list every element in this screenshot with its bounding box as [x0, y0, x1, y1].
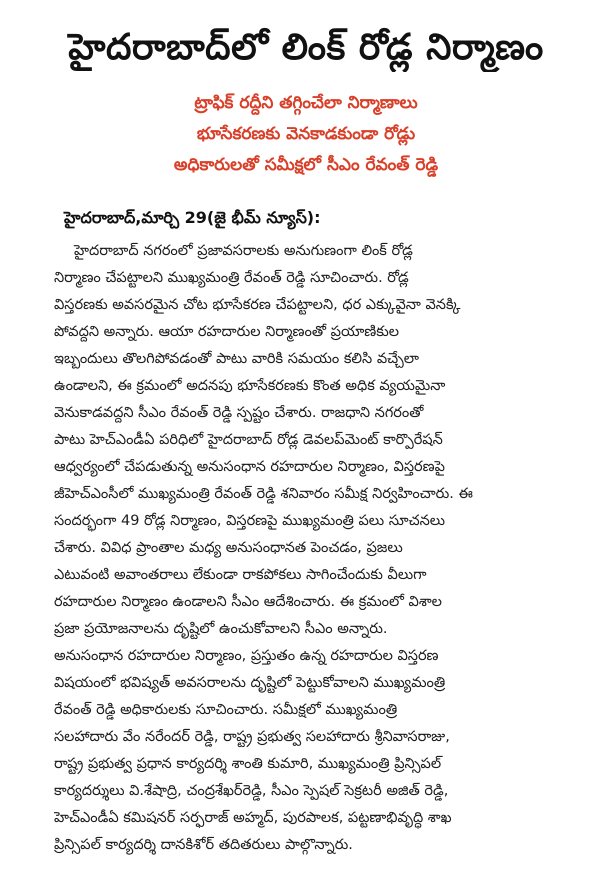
body-line: ఉండాలని, ఈ క్రమంలో అదనపు భూసేకరణకు కొంత అధిక వ్యయమైనా	[54, 378, 446, 394]
body-line: ఇబ్బందులు తొలగిపోవడంతో పాటు వారికి సమయం కలిసి వచ్చేలా	[54, 351, 419, 367]
body-line: విషయంలో భవిష్యత్‌ అవసరాలను దృష్టిలో పెట్టుకోవాలని ముఖ్యమంత్రి	[54, 675, 446, 691]
body-line: కార్యదర్శులు వి.శేషాద్రి, చంద్రశేఖర్‌రెడ్డి, సీఎం స్పెషల్‌ సెక్రటరీ అజిత్‌ రెడ్డి,	[54, 783, 449, 799]
body-line: అనుసంధాన రహదారుల నిర్మాణం, ప్రస్తుతం ఉన్న రహదారుల విస్తరణ	[54, 648, 439, 664]
subheading-1: ట్రాఫిక్‌ రద్దీని తగ్గించేలా నిర్మాణాలు	[194, 93, 418, 113]
body-line: ప్రిన్సిపల్‌ కార్యదర్శి దానకిశోర్‌ తదితరులు పాల్గొన్నారు.	[54, 837, 353, 853]
body-line: వెనుకాడవద్దని సీఎం రేవంత్‌ రెడ్డి స్పష్టం చేశారు. రాజధాని నగరంతో	[54, 405, 424, 421]
article-headline: హైదరాబాద్‌లో లింక్‌ రోడ్ల నిర్మాణం	[68, 27, 544, 68]
body-line: హెచ్‌ఎండీఏ కమిషనర్‌ సర్ఫరాజ్‌ అహ్మద్‌, పురపాలక, పట్టణాభివృద్ధి శాఖ	[54, 810, 452, 826]
article-body	[54, 238, 574, 859]
body-line: రహదారుల నిర్మాణం ఉండాలని సీఎం ఆదేశించారు. ఈ క్రమంలో విశాల	[54, 594, 442, 610]
body-line: విస్తరణకు అవసరమైన చోట భూసేకరణ చేపట్టాలని, ధర ఎక్కువైనా వెనక్కి	[54, 297, 461, 313]
body-line: ఆధ్వర్యంలో చేపడుతున్న అనుసంధాన రహదారుల నిర్మాణం, విస్తరణపై	[54, 459, 445, 475]
subheading-3: అధికారులతో సమీక్షలో సీఎం రేవంత్‌ రెడ్డి	[173, 155, 439, 175]
body-line: రేవంత్‌ రెడ్డి అధికారులకు సూచించారు. సమీక్షలో ముఖ్యమంత్రి	[54, 702, 398, 718]
body-line: ఎటువంటి అవాంతరాలు లేకుండా రాకపోకలు సాగించేందుకు వీలుగా	[54, 567, 427, 583]
body-line: చేశారు. వివిధ ప్రాంతాల మధ్య అనుసంధానత పెంచడం, ప్రజలు	[54, 540, 403, 556]
body-line: సలహాదారు వేం నరేందర్‌ రెడ్డి, రాష్ట్ర ప్రభుత్వ సలహాదారు శ్రీనివాసరాజు,	[54, 729, 450, 745]
article-dateline: హైదరాబాద్‌,మార్చి 29(జై భీమ్‌ న్యూస్‌):	[64, 208, 321, 227]
body-line: నిర్మాణం చేపట్టాలని ముఖ్యమంత్రి రేవంత్‌ రెడ్డి సూచించారు. రోడ్ల	[54, 270, 409, 286]
body-line: పాటు హెచ్‌ఎండీఏ పరిధిలో హైదరాబాద్‌ రోడ్ల డెవలప్‌మెంట్‌ కార్పొరేషన్‌	[54, 432, 443, 448]
subheading-2: భూసేకరణకు వెనకాడకుండా రోడ్లు	[196, 124, 416, 144]
body-line: పోవద్దని అన్నారు. ఆయా రహదారుల నిర్మాణంతో ప్రయాణికుల	[54, 324, 400, 340]
article-subheadings	[20, 91, 592, 184]
body-line: రాష్ట్ర ప్రభుత్వ ప్రధాన కార్యదర్శి శాంతి కుమారి, ముఖ్యమంత్రి ప్రిన్సిపల్‌	[54, 756, 442, 772]
body-line: సందర్భంగా 49 రోడ్ల నిర్మాణం, విస్తరణపై ముఖ్యమంత్రి పలు సూచనలు	[54, 513, 446, 529]
body-line: జీహెచ్‌ఎంసీలో ముఖ్యమంత్రి రేవంత్‌ రెడ్డి శనివారం సమీక్ష నిర్వహించారు. ఈ	[54, 486, 473, 502]
body-line: ప్రజా ప్రయోజనాలను దృష్టిలో ఉంచుకోవాలని సీఎం అన్నారు.	[54, 621, 388, 637]
body-line: హైదరాబాద్‌ నగరంలో ప్రజావసరాలకు అనుగుణంగా లింక్‌ రోడ్ల	[74, 243, 413, 259]
